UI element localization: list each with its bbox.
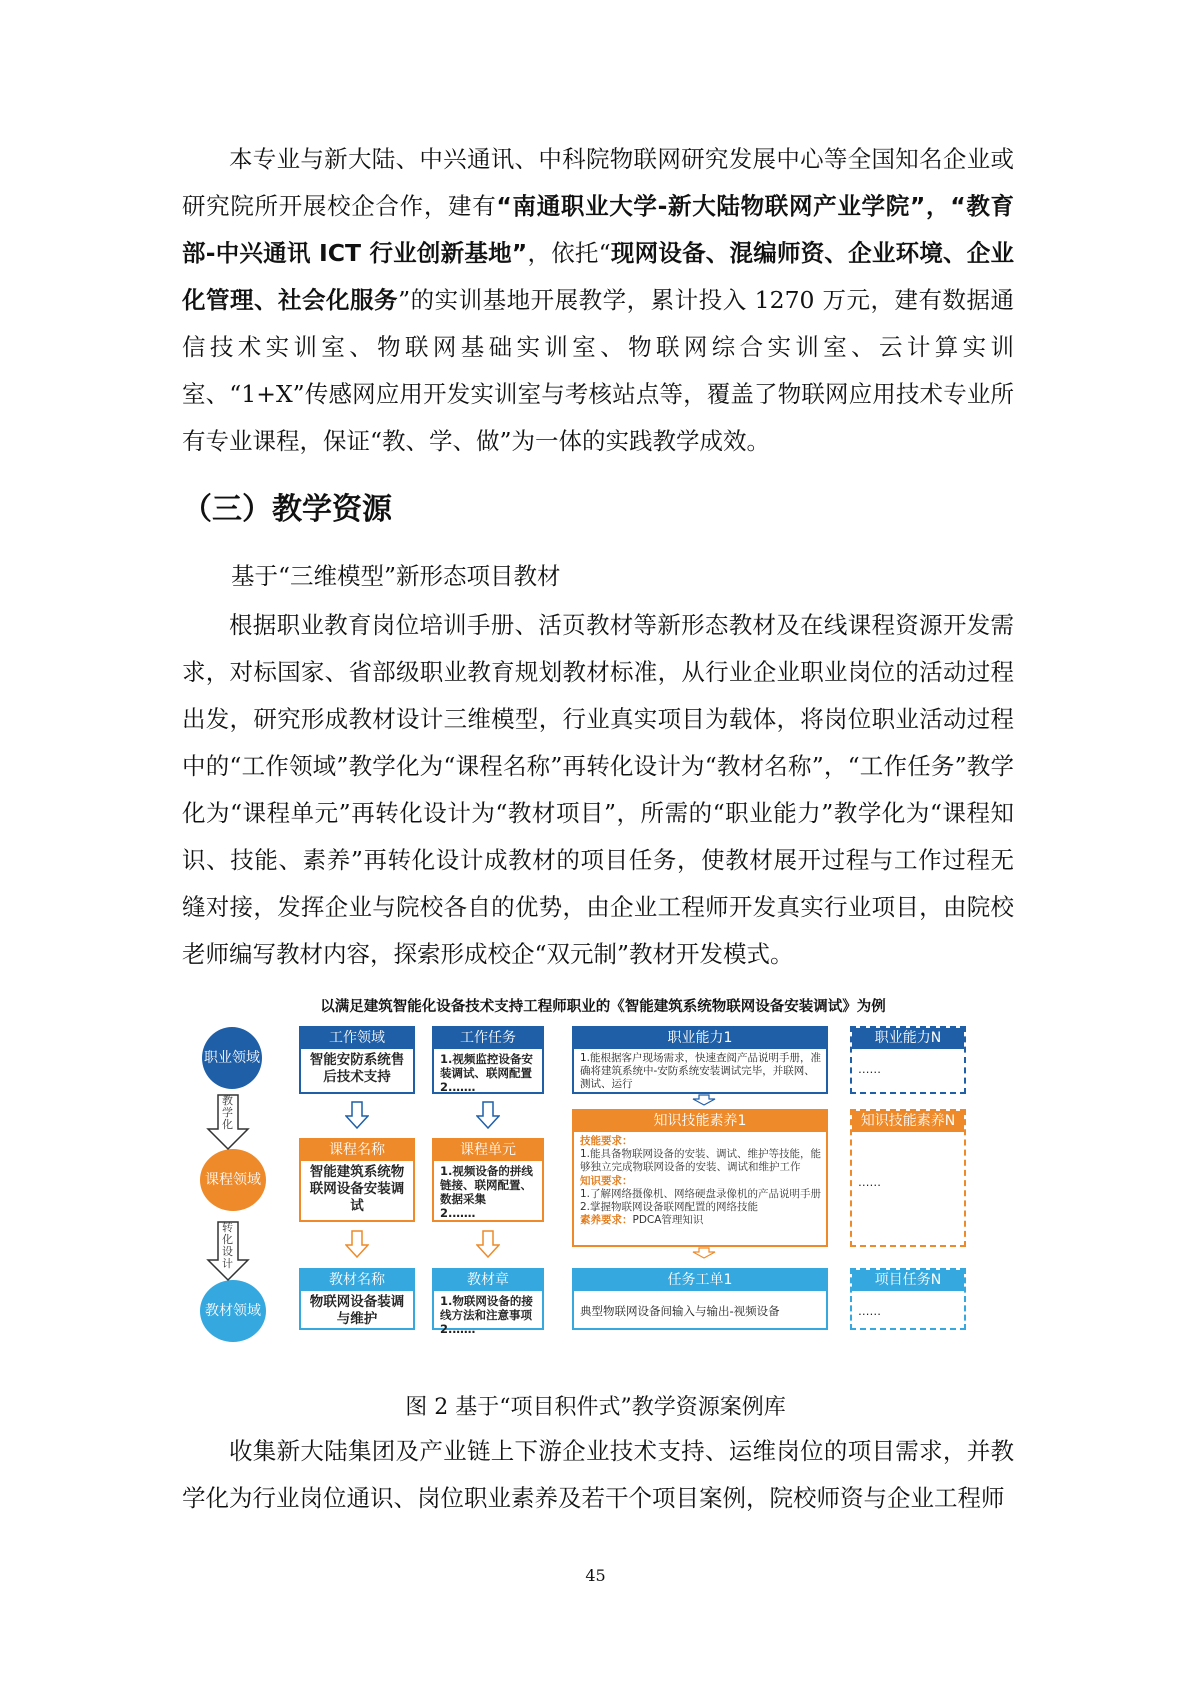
para1-text-2: ，依托“ [527, 239, 611, 267]
figure-caption: 图 2 基于“项目积件式”教学资源案例库 [405, 1395, 786, 1420]
arrow-down-3 [692, 1094, 716, 1106]
box-course-name-body: 智能建筑系统物联网设备安装调试 [309, 1164, 405, 1214]
box-knowledge-1 [572, 1109, 828, 1247]
box-project-task-n-title: 项目任务N [852, 1270, 964, 1291]
box-ability-n-title: 职业能力N [852, 1028, 964, 1049]
paragraph-3 [182, 1428, 1014, 1522]
box-textbook-name-body: 物联网设备装调与维护 [309, 1294, 405, 1327]
arrow-down-5 [476, 1230, 500, 1258]
side-label-2: 转化设计 [222, 1221, 233, 1270]
box-work-task-body: 1.视频监控设备安装调试、联网配置 2.…… [440, 1052, 533, 1094]
box-course-unit-body: 1.视频设备的拼线链接、联网配置、数据采集 2.…… [440, 1164, 533, 1220]
box-knowledge-1-body [580, 1135, 822, 1227]
circle-textbook-domain: 教材领域 [200, 1280, 266, 1342]
paragraph-1 [182, 136, 1014, 465]
para1-text-1: 本专业与新大陆、中兴通讯、中科院物联网研究发展中心等全国知名企业或研究院所开展校企合作，建有 [182, 145, 1014, 220]
box-project-task-n-body: …… [858, 1304, 881, 1318]
side-label-1: 教学化 [222, 1094, 233, 1131]
box-work-task-title: 工作任务 [434, 1028, 542, 1049]
diagram-title: 以满足建筑智能化设备技术支持工程师职业的《智能建筑系统物联网设备安装调试》为例 [320, 999, 886, 1015]
figure-diagram [196, 995, 1010, 1365]
quality-text: PDCA管理知识 [632, 1214, 704, 1227]
knowledge-label: 知识要求： [580, 1174, 633, 1187]
knowledge-text: 1.了解网络摄像机、网络硬盘录像机的产品说明手册 2.掌握物联网设备联网配置的网络技能 [580, 1187, 822, 1214]
box-ability-1-body: 1.能根据客户现场需求，快速查阅产品说明手册，准确将建筑系统中-安防系统安装调试完毕，并联网、测试、运行 [580, 1052, 822, 1090]
para1-bold-2: 现网设备、混编师资、企业环境、企业化管理、社会化服务 [182, 239, 1015, 314]
skill-text: 1.能具备物联网设备的安装、调试、维护等技能，能够独立完成物联网设备的安装、调试和维护工作 [580, 1148, 822, 1174]
para2-text: 根据职业教育岗位培训手册、活页教材等新形态教材及在线课程资源开发需求，对标国家、省部级职业教育规划教材标准，从行业企业职业岗位的活动过程出发，研究形成教材设计三维模型，行业真实项目为载体，将岗位职业活动过程中的“工作领域”教学化为“课程名称”再转化设计为“教材名称”，“工作任务”教学化为“课程单元”再转化设计为“教材项目”，所需的“职业能力”教学化为“课程知识、技能、素养”再转化设计成教材的项目任务，使教材展开过程与工作过程无缝对接，发挥企业与院校各自的优势，由企业工程师开发真实行业项目，由院校老师编写教材内容，探索形成校企“双元制”教材开发模式。 [182, 611, 1014, 968]
box-knowledge-1-title: 知识技能素养1 [574, 1111, 826, 1132]
box-work-domain [299, 1026, 415, 1094]
box-work-task [432, 1026, 544, 1094]
section-heading: （三）教学资源 [182, 492, 392, 527]
box-task-sheet-1 [572, 1268, 828, 1330]
page-number: 45 [585, 1566, 606, 1585]
box-course-unit [432, 1138, 544, 1222]
circle-career-domain: 职业领域 [202, 1027, 262, 1089]
box-ability-1-title: 职业能力1 [574, 1028, 826, 1049]
arrow-down-1 [345, 1101, 369, 1129]
box-textbook-chapter-body: 1.物联网设备的接线方法和注意事项 2.…… [440, 1294, 533, 1336]
para1-bold-1: “南通职业大学-新大陆物联网产业学院”，“教育部-中兴通讯 ICT 行业创新基地” [182, 192, 1015, 267]
para3-text: 收集新大陆集团及产业链上下游企业技术支持、运维岗位的项目需求，并教学化为行业岗位通识、岗位职业素养及若干个项目案例，院校师资与企业工程师 [182, 1437, 1014, 1512]
box-textbook-chapter [432, 1268, 544, 1336]
para1-text-3: ”的实训基地开展教学，累计投入 1270 万元，建有数据通信技术实训室、物联网基础实训室、物联网综合实训室、云计算实训室、“1+X”传感网应用开发实训室与考核站点等，覆盖了物联网应用技术专业所有专业课程，保证“教、学、做”为一体的实践教学成效。 [182, 286, 1015, 455]
box-course-unit-title: 课程单元 [434, 1140, 542, 1161]
arrow-down-2 [476, 1101, 500, 1129]
subheading: 基于“三维模型”新形态项目教材 [231, 562, 561, 590]
quality-label: 素养要求： [580, 1214, 633, 1227]
box-ability-n-body: …… [858, 1062, 881, 1076]
skill-label: 技能要求： [580, 1135, 633, 1147]
circle-course-domain: 课程领域 [200, 1149, 266, 1211]
box-textbook-chapter-title: 教材章 [434, 1270, 542, 1291]
box-textbook-name-title: 教材名称 [301, 1270, 413, 1291]
box-ability-1 [572, 1026, 828, 1094]
box-textbook-name [299, 1268, 415, 1330]
box-ability-n [850, 1026, 966, 1094]
box-course-name-title: 课程名称 [301, 1140, 413, 1161]
box-work-domain-title: 工作领域 [301, 1028, 413, 1049]
box-task-sheet-1-body: 典型物联网设备间输入与输出-视频设备 [580, 1304, 780, 1318]
box-task-sheet-1-title: 任务工单1 [574, 1270, 826, 1291]
paragraph-2 [182, 602, 1014, 978]
box-knowledge-n-title: 知识技能素养N [852, 1111, 964, 1132]
arrow-down-6 [692, 1247, 716, 1259]
box-course-name [299, 1138, 415, 1222]
box-knowledge-n-body: …… [858, 1175, 881, 1189]
arrow-down-4 [345, 1230, 369, 1258]
box-project-task-n [850, 1268, 966, 1330]
box-knowledge-n [850, 1109, 966, 1247]
box-work-domain-body: 智能安防系统售后技术支持 [309, 1052, 405, 1085]
